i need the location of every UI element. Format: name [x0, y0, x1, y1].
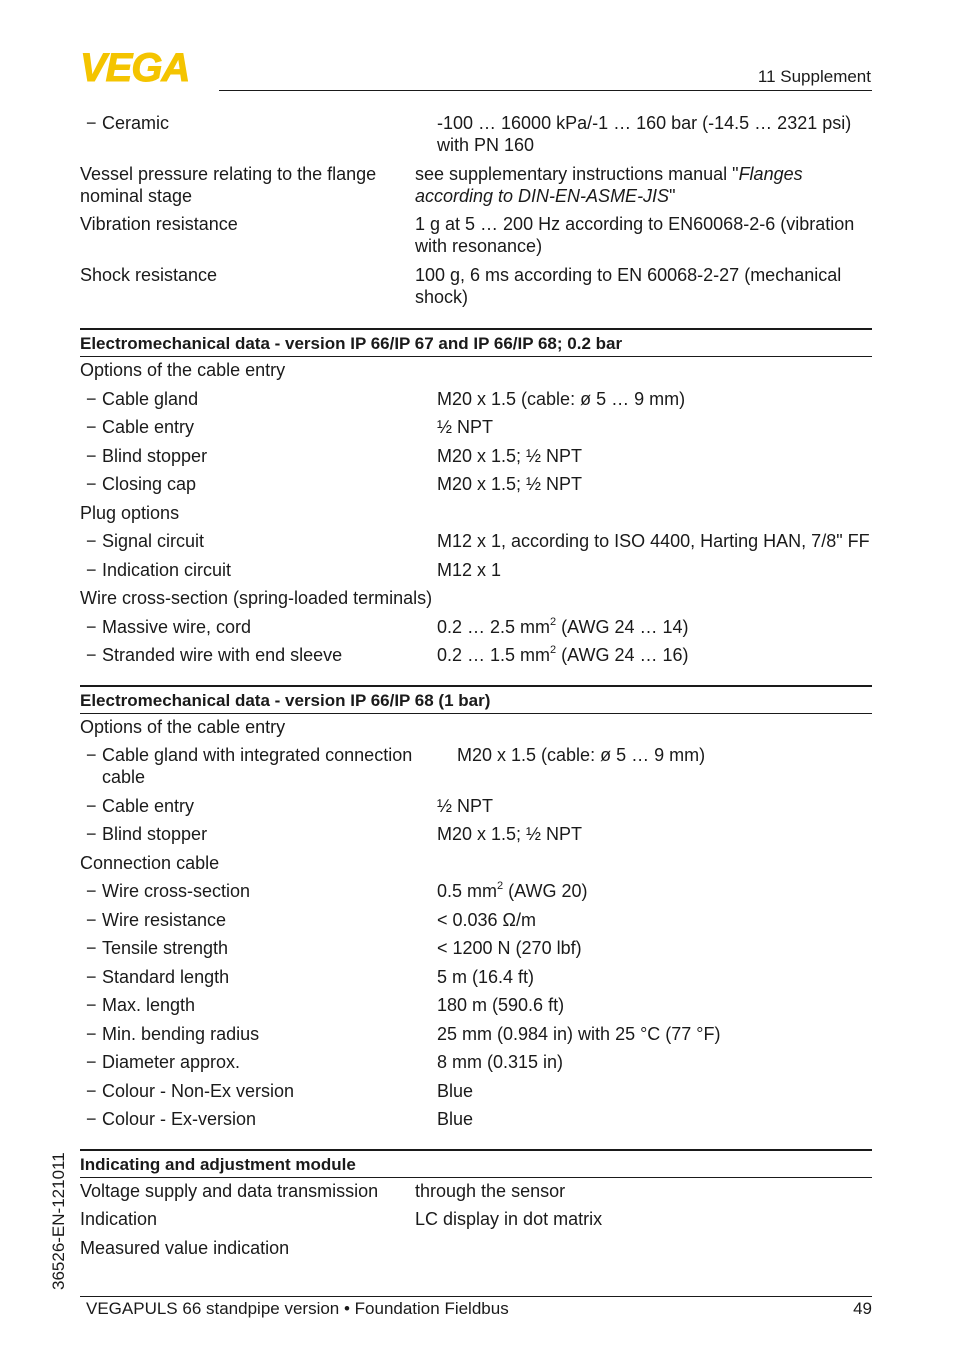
- spec-row: [80, 559, 872, 588]
- spec-row: [80, 530, 872, 559]
- spec-row: [80, 823, 872, 852]
- value-superscript: 2: [497, 880, 504, 892]
- spec-value: ½ NPT: [437, 795, 494, 816]
- spec-label: − Signal circuit: [80, 530, 437, 559]
- spec-content: [80, 112, 872, 1265]
- spec-row: [80, 1108, 872, 1137]
- spec-heading-text: Connection cable: [80, 852, 220, 873]
- spec-label: − Cable gland with integrated connection cable: [80, 744, 457, 795]
- value-part: (AWG 20): [503, 881, 588, 901]
- spec-heading-text: Plug options: [80, 502, 180, 523]
- spec-value: [437, 644, 872, 673]
- spec-label: − Colour - Non-Ex version: [80, 1080, 437, 1109]
- spec-row: [80, 1208, 872, 1237]
- value-part: (AWG 24 … 16): [556, 645, 689, 665]
- spec-label: − Ceramic: [80, 112, 437, 163]
- spec-label: − Max. length: [80, 994, 437, 1023]
- section-title: Electromechanical data - version IP 66/IP 68 (1 bar): [80, 685, 872, 714]
- spec-value: LC display in dot matrix: [415, 1209, 603, 1229]
- spec-row: [80, 416, 872, 445]
- spec-label: − Diameter approx.: [80, 1051, 437, 1080]
- vega-logo: [80, 50, 212, 84]
- spec-row: [80, 213, 872, 264]
- spec-label: Measured value indication: [80, 1237, 290, 1258]
- spec-value: M20 x 1.5 (cable: ø 5 … 9 mm): [457, 745, 706, 765]
- spec-heading-text: Options of the cable entry: [80, 360, 286, 380]
- spec-row: [80, 644, 872, 673]
- spec-label: Indication: [80, 1209, 158, 1229]
- footer-rule: [80, 1296, 872, 1297]
- spec-row: [80, 795, 872, 824]
- spec-heading: [80, 716, 872, 745]
- spec-label: − Indication circuit: [80, 559, 437, 588]
- spec-label: Vessel pressure relating to the flange nominal stage: [80, 163, 377, 206]
- spec-row: [80, 445, 872, 474]
- vega-logo-text: VEGA: [80, 50, 190, 84]
- spec-label: − Massive wire, cord: [80, 616, 437, 645]
- spec-heading: [80, 587, 872, 616]
- spec-value: [415, 1237, 872, 1266]
- spec-label: − Stranded wire with end sleeve: [80, 644, 437, 673]
- spec-row: [80, 388, 872, 417]
- spec-row: [80, 994, 872, 1023]
- value-suffix: ": [669, 185, 676, 206]
- spec-value: M20 x 1.5; ½ NPT: [437, 824, 583, 844]
- spec-value: Blue: [437, 1080, 474, 1101]
- spec-value: < 1200 N (270 lbf): [437, 938, 582, 958]
- value-part: 0.5 mm: [437, 881, 498, 901]
- spec-heading: [80, 852, 872, 881]
- spec-row: [80, 880, 872, 909]
- spec-heading: [80, 359, 872, 388]
- spec-label: − Tensile strength: [80, 937, 437, 966]
- section-title: Indicating and adjustment module: [80, 1149, 872, 1178]
- spec-value: 180 m (590.6 ft): [437, 995, 565, 1015]
- spec-label: − Cable entry: [80, 416, 437, 445]
- value-prefix: see supplementary instructions manual ": [415, 163, 739, 184]
- spec-row: [80, 744, 872, 795]
- spec-row: [80, 1237, 872, 1266]
- spec-row: [80, 966, 872, 995]
- spec-label: − Cable gland: [80, 388, 437, 417]
- value-italic: Flanges according to DIN-EN-ASME-JIS: [415, 163, 803, 206]
- spec-row: [80, 1080, 872, 1109]
- spec-value: -100 … 16000 kPa/-1 … 160 bar (-14.5 … 2321 psi) with PN 160: [437, 113, 852, 155]
- spec-label: Voltage supply and data transmission: [80, 1180, 379, 1201]
- spec-value: M20 x 1.5; ½ NPT: [437, 474, 583, 494]
- spec-row: [80, 163, 872, 214]
- spec-row: [80, 937, 872, 966]
- spec-label: Vibration resistance: [80, 214, 238, 234]
- spec-value: [437, 616, 872, 645]
- spec-label: − Wire cross-section: [80, 880, 437, 909]
- spec-value: M12 x 1, according to ISO 4400, Harting HAN, 7/8" FF: [437, 531, 870, 551]
- page-number: 49: [853, 1299, 872, 1318]
- value-superscript: 2: [550, 615, 557, 628]
- spec-value: 5 m (16.4 ft): [437, 966, 535, 987]
- spec-value: ½ NPT: [437, 417, 494, 437]
- spec-label: − Colour - Ex-version: [80, 1108, 437, 1137]
- spec-label: − Wire resistance: [80, 909, 437, 938]
- spec-label: − Cable entry: [80, 795, 437, 824]
- spec-heading: [80, 502, 872, 531]
- value-superscript: 2: [550, 644, 557, 656]
- spec-label: − Closing cap: [80, 473, 437, 502]
- header-rule: [219, 90, 872, 91]
- spec-row: [80, 112, 872, 163]
- spec-row: [80, 1023, 872, 1052]
- spec-label: − Blind stopper: [80, 823, 437, 852]
- spec-row: [80, 473, 872, 502]
- spec-value: 1 g at 5 … 200 Hz according to EN60068-2-6 (vibration with resonance): [415, 214, 855, 256]
- footer-title: VEGAPULS 66 standpipe version • Foundation Fieldbus: [86, 1299, 509, 1318]
- spec-value: Blue: [437, 1109, 474, 1129]
- spec-value: [437, 880, 872, 909]
- spec-value: through the sensor: [415, 1180, 566, 1201]
- spec-label: − Min. bending radius: [80, 1023, 437, 1052]
- spec-heading-text: Wire cross-section (spring-loaded terminals): [80, 588, 433, 608]
- section-title: Electromechanical data - version IP 66/IP 67 and IP 66/IP 68; 0.2 bar: [80, 328, 872, 357]
- spec-value: < 0.036 Ω/m: [437, 909, 537, 930]
- spec-value: 100 g, 6 ms according to EN 60068-2-27 (mechanical shock): [415, 264, 842, 307]
- spec-row: [80, 1180, 872, 1209]
- spec-value: M20 x 1.5; ½ NPT: [437, 445, 583, 466]
- spec-row: [80, 616, 872, 645]
- spec-label: − Standard length: [80, 966, 437, 995]
- section-label: 11 Supplement: [757, 67, 871, 86]
- spec-value: M12 x 1: [437, 559, 502, 580]
- value-part: 0.2 … 1.5 mm: [437, 645, 551, 665]
- document-code: 36526-EN-121011: [49, 1152, 68, 1290]
- spec-value: [415, 163, 872, 214]
- spec-value: 8 mm (0.315 in): [437, 1052, 564, 1072]
- spec-row: [80, 264, 872, 315]
- spec-row: [80, 1051, 872, 1080]
- value-part: (AWG 24 … 14): [556, 616, 689, 637]
- spec-label: − Blind stopper: [80, 445, 437, 474]
- spec-label: Shock resistance: [80, 264, 218, 285]
- spec-value: 25 mm (0.984 in) with 25 °C (77 °F): [437, 1023, 721, 1044]
- spec-row: [80, 909, 872, 938]
- spec-heading-text: Options of the cable entry: [80, 716, 286, 737]
- value-part: 0.2 … 2.5 mm: [437, 616, 551, 637]
- spec-value: M20 x 1.5 (cable: ø 5 … 9 mm): [437, 388, 686, 409]
